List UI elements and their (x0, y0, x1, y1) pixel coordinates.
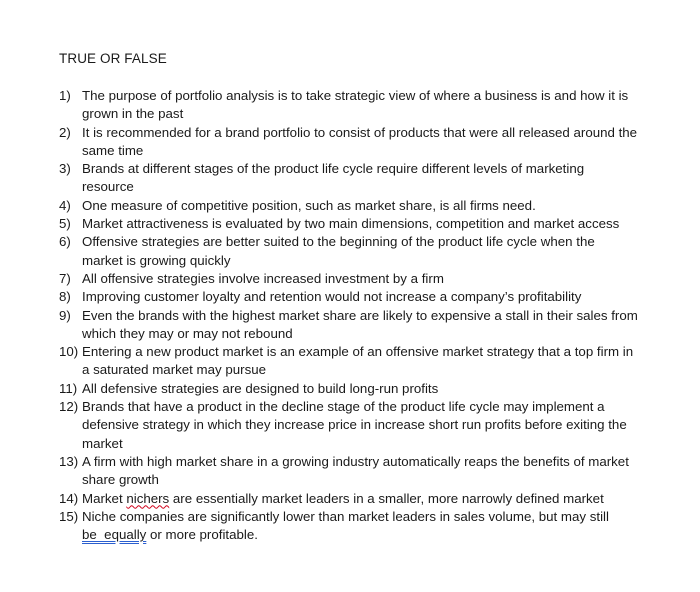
item-number: 11) (59, 380, 78, 396)
item-number: 8) (59, 289, 71, 305)
item-text-after: or more profitable. (146, 527, 258, 543)
list-item (59, 307, 639, 344)
item-text: Offensive strategies are better suited to the beginning of the product life cycle when the market is growing quickly (82, 234, 595, 268)
item-text: Market attractiveness is evaluated by two main dimensions, competition and market access (82, 216, 620, 232)
list-item (59, 508, 639, 545)
item-text-after: are essentially market leaders in a smaller, more narrowly defined market (169, 490, 604, 506)
list-item (59, 343, 639, 380)
item-text: Brands that have a product in the decline stage of the product life cycle may implement a defensive strategy in which they increase price in increase short run profits before exiting the market (82, 399, 627, 451)
item-text: One measure of competitive position, such as market share, is all firms need. (82, 197, 536, 213)
item-number: 3) (59, 161, 71, 177)
item-text (82, 508, 639, 545)
item-number: 7) (59, 270, 71, 286)
page-heading: TRUE OR FALSE (59, 51, 167, 66)
item-number: 4) (59, 197, 71, 213)
list-item (59, 215, 639, 233)
item-number: 10) (59, 344, 79, 360)
item-text: A firm with high market share in a growing industry automatically reaps the benefits of market share growth (82, 453, 629, 488)
grammar-flagged-phrase[interactable]: be equally (82, 527, 147, 543)
item-text: The purpose of portfolio analysis is to take strategic view of where a business is and how it is grown in the past (82, 88, 629, 122)
item-text-before: Niche companies are significantly lower than market leaders in sales volume, but may still (82, 508, 609, 524)
list-item (59, 87, 639, 124)
list-item (59, 288, 639, 306)
item-number: 15) (59, 508, 79, 524)
item-text: It is recommended for a brand portfolio to consist of products that were all released around the same time (82, 124, 638, 158)
item-number: 13) (59, 453, 79, 469)
item-number: 6) (59, 234, 71, 250)
list-item (59, 160, 639, 197)
item-text: Improving customer loyalty and retention would not increase a company’s profitability (82, 289, 582, 305)
item-text: Brands at different stages of the product life cycle require different levels of marketing resource (82, 161, 585, 195)
item-number: 12) (59, 399, 79, 415)
list-item (59, 453, 639, 490)
item-number: 5) (59, 216, 71, 232)
item-text: Entering a new product market is an example of an offensive market strategy that a top firm in a saturated market may pursue (82, 344, 634, 378)
spellcheck-flagged-word[interactable]: nichers (126, 490, 170, 506)
list-item (59, 380, 639, 398)
list-item (59, 270, 639, 288)
item-text: Even the brands with the highest market share are likely to expensive a stall in their sales from which they may or may not rebound (82, 307, 638, 341)
item-number: 14) (59, 490, 79, 506)
item-number: 1) (59, 88, 71, 103)
item-text: All defensive strategies are designed to build long-run profits (82, 380, 439, 396)
question-list (59, 87, 639, 544)
item-number: 2) (59, 124, 71, 140)
item-text: All offensive strategies involve increased investment by a firm (82, 270, 444, 286)
item-text-before: Market (82, 490, 127, 506)
list-item (59, 490, 639, 508)
list-item (59, 398, 639, 453)
item-number: 9) (59, 307, 71, 323)
list-item (59, 124, 639, 161)
list-item (59, 233, 639, 270)
list-item (59, 197, 639, 215)
item-text (82, 490, 639, 508)
